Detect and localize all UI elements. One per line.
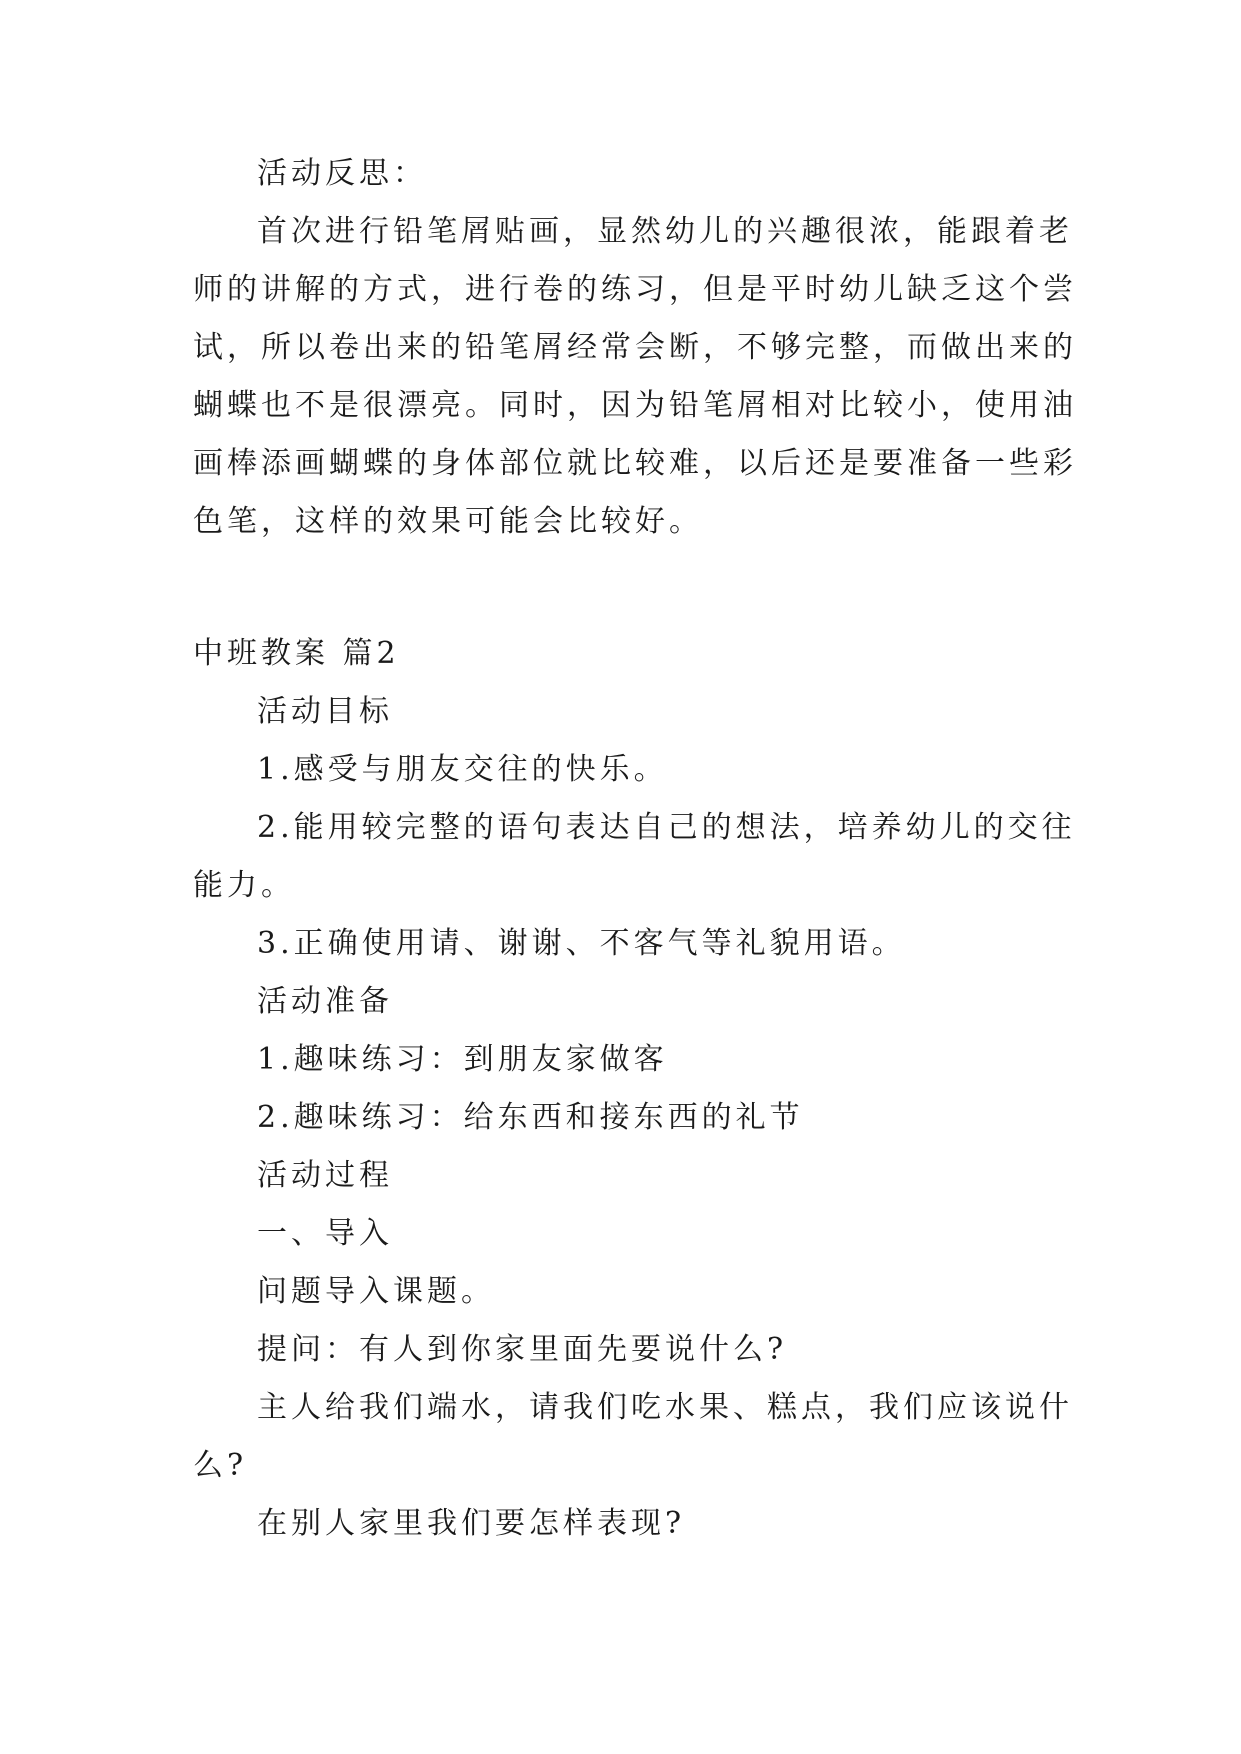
reflection-paragraph-line: 试，所以卷出来的铅笔屑经常会断，不够完整，而做出来的 [193,330,1077,365]
process-heading: 活动过程 [257,1158,393,1193]
reflection-paragraph-line: 画棒添画蝴蝶的身体部位就比较难，以后还是要准备一些彩 [193,446,1077,481]
prep-item: 2.趣味练习：给东西和接东西的礼节 [257,1100,804,1135]
process-question: 主人给我们端水，请我们吃水果、糕点，我们应该说什 [257,1390,1073,1425]
reflection-paragraph-line: 首次进行铅笔屑贴画，显然幼儿的兴趣很浓，能跟着老 [257,214,1073,249]
reflection-paragraph-line: 师的讲解的方式，进行卷的练习，但是平时幼儿缺乏这个尝 [193,272,1077,307]
goal-item: 1.感受与朋友交往的快乐。 [257,752,668,787]
prep-item: 1.趣味练习：到朋友家做客 [257,1042,668,1077]
process-step: 一、导入 [257,1216,393,1251]
process-question-continuation: 么? [193,1448,248,1483]
reflection-paragraph-line: 蝴蝶也不是很漂亮。同时，因为铅笔屑相对比较小，使用油 [193,388,1077,423]
goal-item: 2.能用较完整的语句表达自己的想法，培养幼儿的交往 [257,810,1076,845]
process-question: 提问：有人到你家里面先要说什么? [257,1332,788,1367]
goal-item: 3.正确使用请、谢谢、不客气等礼貌用语。 [257,926,906,961]
section-title: 中班教案 篇2 [193,636,400,671]
prep-heading: 活动准备 [257,984,393,1019]
reflection-heading: 活动反思： [257,156,427,191]
reflection-paragraph-line: 色笔，这样的效果可能会比较好。 [193,504,703,539]
goal-heading: 活动目标 [257,694,393,729]
process-question: 在别人家里我们要怎样表现? [257,1506,686,1541]
goal-item-continuation: 能力。 [193,868,295,903]
process-step-desc: 问题导入课题。 [257,1274,495,1309]
